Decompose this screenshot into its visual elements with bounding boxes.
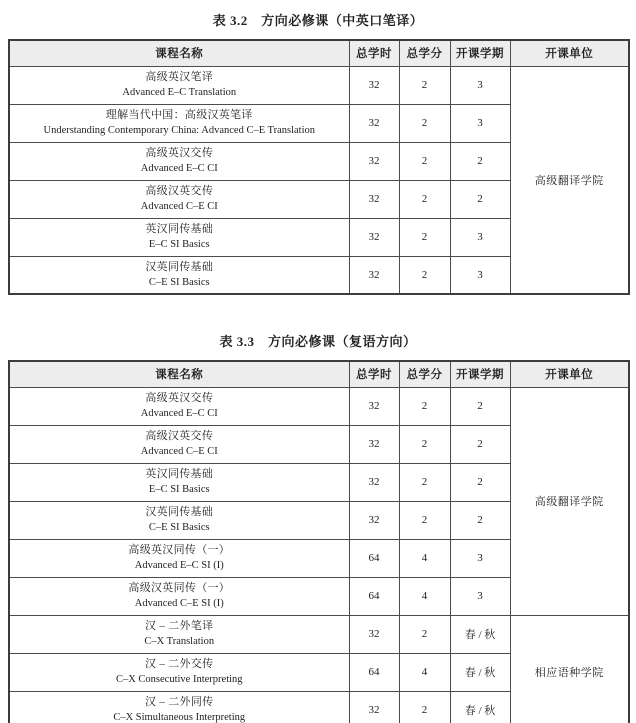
- column-header: 开课学期: [450, 361, 510, 387]
- semester-cell: 3: [450, 218, 510, 256]
- total-hours-cell: 32: [349, 104, 399, 142]
- course-name-en: E–C SI Basics: [148, 239, 210, 251]
- semester-cell: 2: [450, 387, 510, 425]
- table-title: 表 3.3 方向必修课（复语方向）: [219, 334, 417, 349]
- column-header: 开课学期: [450, 40, 510, 66]
- total-credits-cell: 2: [399, 425, 450, 463]
- course-name-en: C–E SI Basics: [148, 276, 210, 288]
- semester-cell: 3: [450, 66, 510, 104]
- course-name-cell: [9, 615, 349, 653]
- course-name-cell: [9, 104, 349, 142]
- course-name-zh: 汉 – 二外同传: [145, 695, 214, 708]
- course-name-en: Advanced E–C CI: [140, 408, 218, 420]
- total-credits-cell: 2: [399, 463, 450, 501]
- course-row: [9, 387, 629, 425]
- total-hours-cell: 64: [349, 577, 399, 615]
- course-table: [8, 39, 630, 295]
- total-hours-cell: 32: [349, 66, 399, 104]
- course-name-cell: [9, 66, 349, 104]
- total-hours-cell: 64: [349, 653, 399, 691]
- course-name-zh: 汉 – 二外交传: [145, 658, 214, 671]
- semester-cell: 2: [450, 180, 510, 218]
- column-header: 总学时: [349, 40, 399, 66]
- total-credits-cell: 2: [399, 501, 450, 539]
- table-3-2: [8, 10, 628, 295]
- course-name-cell: [9, 256, 349, 294]
- column-header: 开课单位: [510, 40, 629, 66]
- total-hours-cell: 32: [349, 691, 399, 723]
- semester-cell: 2: [450, 142, 510, 180]
- course-name-zh: 高级汉英交传: [145, 430, 214, 443]
- total-credits-cell: 2: [399, 66, 450, 104]
- semester-cell: 2: [450, 463, 510, 501]
- total-hours-cell: 32: [349, 142, 399, 180]
- course-name-zh: 汉英同传基础: [145, 506, 214, 519]
- course-name-cell: [9, 425, 349, 463]
- total-hours-cell: 32: [349, 218, 399, 256]
- total-hours-cell: 32: [349, 256, 399, 294]
- course-row: [9, 66, 629, 104]
- total-hours-cell: 32: [349, 425, 399, 463]
- course-name-en: Advanced C–E SI (I): [134, 598, 224, 610]
- table-header: [9, 40, 629, 66]
- semester-cell: 3: [450, 256, 510, 294]
- total-credits-cell: 2: [399, 180, 450, 218]
- semester-cell: 3: [450, 539, 510, 577]
- total-credits-cell: 2: [399, 104, 450, 142]
- course-name-en: C–E SI Basics: [148, 522, 210, 534]
- course-name-en: C–X Translation: [144, 636, 215, 648]
- table-title: 表 3.2 方向必修课（中英口笔译）: [212, 13, 424, 28]
- course-name-cell: [9, 180, 349, 218]
- offering-unit-cell: 高级翻译学院: [510, 387, 629, 615]
- total-credits-cell: 2: [399, 387, 450, 425]
- course-name-zh: 高级英汉交传: [145, 147, 214, 160]
- course-row: [9, 615, 629, 653]
- total-credits-cell: 2: [399, 615, 450, 653]
- table-header: [9, 361, 629, 387]
- table-body: [9, 66, 629, 294]
- semester-cell: 2: [450, 501, 510, 539]
- total-hours-cell: 32: [349, 180, 399, 218]
- course-name-en: Advanced E–C Translation: [122, 87, 237, 99]
- column-header: 总学分: [399, 40, 450, 66]
- course-name-en: Advanced E–C SI (I): [134, 560, 224, 572]
- course-name-en: Advanced E–C CI: [140, 163, 218, 175]
- table-body: [9, 387, 629, 723]
- course-name-cell: [9, 653, 349, 691]
- total-credits-cell: 2: [399, 218, 450, 256]
- offering-unit-cell: 高级翻译学院: [510, 66, 629, 294]
- total-hours-cell: 32: [349, 463, 399, 501]
- total-credits-cell: 4: [399, 577, 450, 615]
- semester-cell: 春 / 秋: [450, 653, 510, 691]
- course-name-en: Advanced C–E CI: [140, 201, 218, 213]
- course-name-cell: [9, 577, 349, 615]
- course-name-zh: 汉 – 二外笔译: [145, 620, 214, 633]
- course-name-zh: 英汉同传基础: [145, 223, 214, 236]
- semester-cell: 3: [450, 577, 510, 615]
- total-credits-cell: 2: [399, 142, 450, 180]
- course-name-cell: [9, 501, 349, 539]
- course-name-zh: 汉英同传基础: [145, 260, 214, 273]
- course-name-cell: [9, 218, 349, 256]
- total-credits-cell: 4: [399, 539, 450, 577]
- course-name-en: C–X Consecutive Interpreting: [115, 674, 243, 686]
- course-name-zh: 英汉同传基础: [145, 468, 214, 481]
- semester-cell: 2: [450, 425, 510, 463]
- header-row: [9, 40, 629, 66]
- course-name-zh: 高级汉英同传（一）: [128, 582, 231, 595]
- total-credits-cell: 2: [399, 256, 450, 294]
- semester-cell: 3: [450, 104, 510, 142]
- column-header: 开课单位: [510, 361, 629, 387]
- total-credits-cell: 2: [399, 691, 450, 723]
- semester-cell: 春 / 秋: [450, 691, 510, 723]
- course-name-en: Advanced C–E CI: [140, 446, 218, 458]
- total-hours-cell: 32: [349, 615, 399, 653]
- semester-cell: 春 / 秋: [450, 615, 510, 653]
- course-name-zh: 高级英汉笔译: [145, 71, 214, 84]
- course-name-zh: 高级英汉交传: [145, 392, 214, 405]
- column-header: 课程名称: [9, 361, 349, 387]
- course-name-zh: 高级汉英交传: [145, 185, 214, 198]
- column-header: 课程名称: [9, 40, 349, 66]
- total-hours-cell: 32: [349, 501, 399, 539]
- course-name-cell: [9, 463, 349, 501]
- course-name-en: Understanding Contemporary China: Advanced C–E Translation: [43, 125, 315, 137]
- course-name-zh: 理解当代中国：高级汉英笔译: [105, 109, 253, 122]
- course-name-cell: [9, 142, 349, 180]
- total-hours-cell: 64: [349, 539, 399, 577]
- course-table: [8, 360, 630, 723]
- course-name-cell: [9, 387, 349, 425]
- total-credits-cell: 4: [399, 653, 450, 691]
- course-name-en: E–C SI Basics: [148, 484, 210, 496]
- course-name-en: C–X Simultaneous Interpreting: [113, 711, 246, 723]
- offering-unit-cell: 相应语种学院: [510, 615, 629, 723]
- total-hours-cell: 32: [349, 387, 399, 425]
- course-name-cell: [9, 539, 349, 577]
- header-row: [9, 361, 629, 387]
- course-name-zh: 高级英汉同传（一）: [128, 544, 231, 557]
- column-header: 总学分: [399, 361, 450, 387]
- course-name-cell: [9, 691, 349, 723]
- table-3-3: [8, 331, 628, 723]
- column-header: 总学时: [349, 361, 399, 387]
